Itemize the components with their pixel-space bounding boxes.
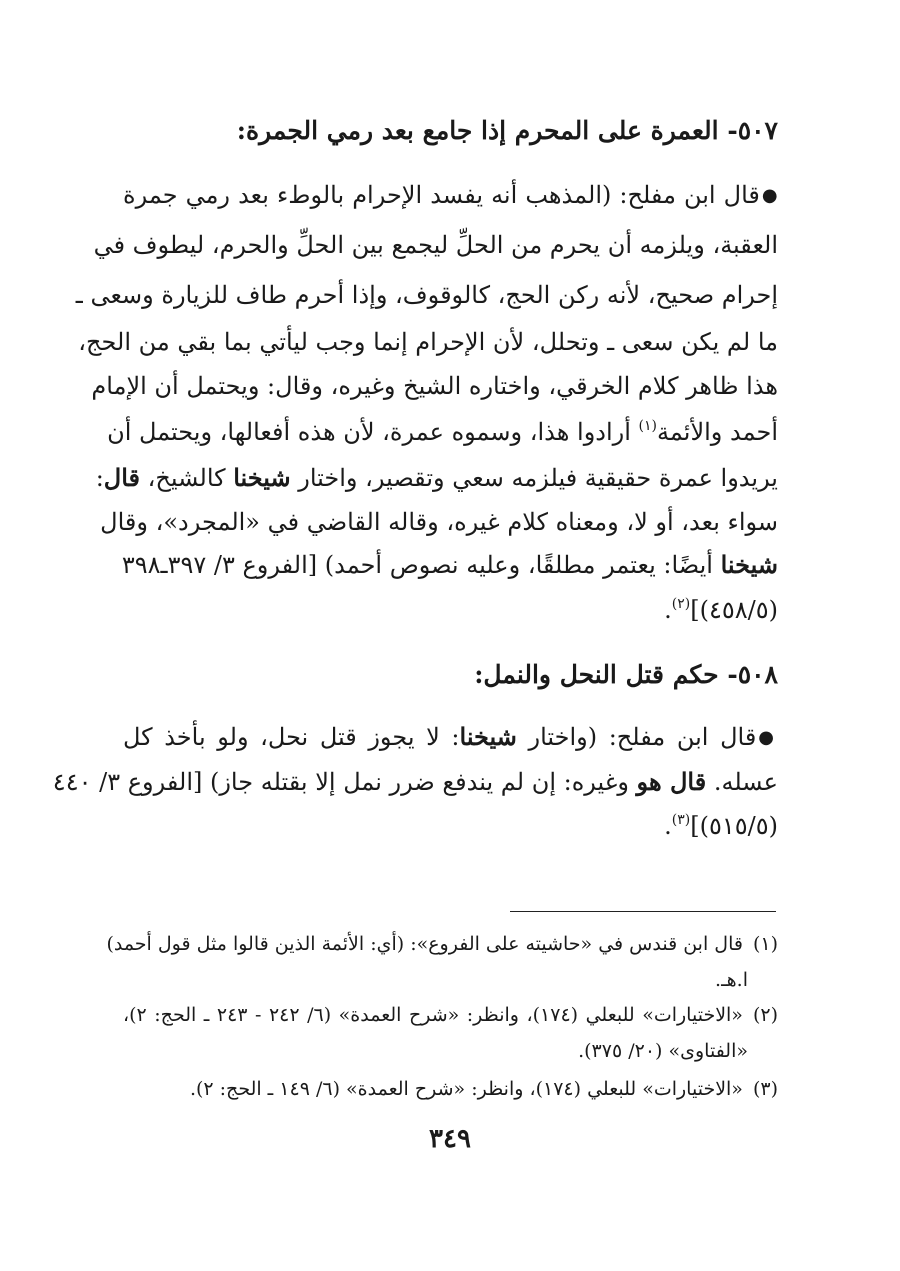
bold-term: شيخنا: [459, 722, 517, 751]
bullet-icon: ●: [761, 185, 778, 206]
bold-term: شيخنا: [233, 463, 291, 492]
footnote-1-continuation: ا.هـ.: [715, 969, 748, 991]
footnote-ref-2[interactable]: (٢): [671, 596, 691, 612]
paragraph-line: سواء بعد، أو لا، ومعناه كلام غيره، وقاله القاضي في «المجرد»، وقال: [100, 508, 778, 536]
bold-term: قال هو: [636, 767, 707, 796]
paragraph-line: هذا ظاهر كلام الخرقي، واختاره الشيخ وغيره، وقال: ويحتمل أن الإمام: [91, 372, 778, 400]
bold-term: قال: [103, 463, 141, 492]
footnote-ref-1[interactable]: (١): [638, 418, 658, 434]
bold-term: شيخنا: [720, 550, 778, 579]
footnote-3: (٣)«الاختيارات» للبعلي (١٧٤)، وانظر: «شرح العمدة» (٦/ ١٤٩ ـ الحج: ٢).: [189, 1078, 778, 1100]
footnote-divider: [510, 911, 776, 912]
paragraph-line: عسله. قال هو وغيره: إن لم يندفع ضرر نمل إلا بقتله جاز) [الفروع ٣/ ٤٤٠: [52, 767, 778, 796]
paragraph-line: (٤٥٨/٥)]$^{(٢)}$.: [664, 596, 778, 624]
section-508-heading: ٥٠٨- حكم قتل النحل والنمل:: [474, 660, 778, 689]
paragraph-line: العقبة، ويلزمه أن يحرم من الحلِّ ليجمع بين الحلِّ والحرم، ليطوف في: [93, 231, 778, 259]
paragraph-line: إحرام صحيح، لأنه ركن الحج، كالوقوف، وإذا أحرم طاف للزيارة وسعى ـ: [75, 281, 778, 309]
paragraph-line: ●قال ابن مفلح: (واختار شيخنا: لا يجوز قتل نحل، ولو بأخذ كل: [123, 722, 778, 751]
paragraph-line: ما لم يكن سعى ـ وتحلل، لأن الإحرام إنما وجب ليأتي بما بقي من الحج،: [78, 328, 778, 356]
section-507-heading: ٥٠٧- العمرة على المحرم إذا جامع بعد رمي الجمرة:: [236, 116, 778, 145]
footnote-number: (١): [752, 933, 778, 955]
paragraph-line: ●قال ابن مفلح: (المذهب أنه يفسد الإحرام بالوطء بعد رمي جمرة: [123, 181, 778, 209]
footnote-number: (٣): [752, 1078, 778, 1100]
footnote-number: (٢): [752, 1004, 778, 1026]
paragraph-line: أحمد والأئمة$^{(١)}$ أرادوا هذا، وسموه عمرة، لأن هذه أفعالها، ويحتمل أن: [107, 418, 778, 446]
footnote-ref-3[interactable]: (٣): [671, 812, 691, 828]
bullet-icon: ●: [758, 727, 778, 748]
paragraph-line: يريدوا عمرة حقيقية فيلزمه سعي وتقصير، واختار شيخنا كالشيخ، قال:: [95, 463, 778, 492]
page-number: ٣٤٩: [429, 1124, 471, 1154]
footnote-2-continuation: «الفتاوى» (٢٠/ ٣٧٥).: [578, 1040, 748, 1062]
footnote-2: (٢)«الاختيارات» للبعلي (١٧٤)، وانظر: «شرح العمدة» (٦/ ٢٤٢ - ٢٤٣ ـ الحج: ٢)،: [123, 1004, 778, 1026]
paragraph-line: شيخنا أيضًا: يعتمر مطلقًا، وعليه نصوص أحمد) [الفروع ٣/ ٣٩٧ـ٣٩٨: [121, 550, 778, 579]
footnote-1: (١)قال ابن قندس في «حاشيته على الفروع»: (أي: الأئمة الذين قالوا مثل قول أحمد): [106, 933, 778, 955]
paragraph-line: (٥١٥/٥)]$^{(٣)}$.: [664, 812, 778, 840]
